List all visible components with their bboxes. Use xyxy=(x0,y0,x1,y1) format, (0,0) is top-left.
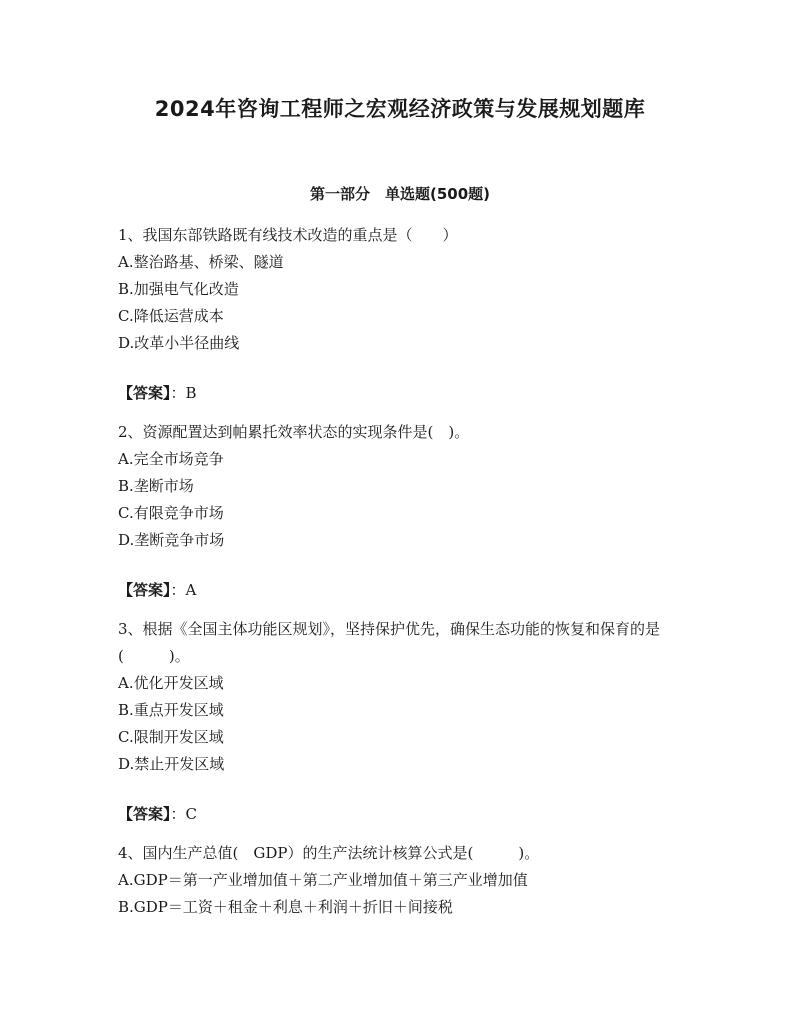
option-c: C.限制开发区域 xyxy=(118,728,224,746)
question-2 xyxy=(118,419,688,604)
question-4 xyxy=(118,840,688,921)
answer-line xyxy=(118,801,688,828)
option-a: A.优化开发区域 xyxy=(118,674,224,692)
section-title: 第一部分 单选题(500题) xyxy=(309,185,491,203)
question-list xyxy=(118,222,688,921)
answer-line xyxy=(118,380,688,407)
option-b: B.垄断市场 xyxy=(118,477,194,495)
option-b: B.重点开发区域 xyxy=(118,701,224,719)
option-b: B.加强电气化改造 xyxy=(118,280,239,298)
option-b: B.GDP＝工资＋租金＋利息＋利润＋折旧＋间接税 xyxy=(118,898,453,916)
answer-label: 【答案】 xyxy=(118,805,171,823)
option-d: D.垄断竞争市场 xyxy=(118,531,225,549)
option-c: C.降低运营成本 xyxy=(118,307,224,325)
question-stem: 3、根据《全国主体功能区规划》，坚持保护优先，确保生态功能的恢复和保育的是( )。 xyxy=(118,620,661,665)
question-1 xyxy=(118,222,688,407)
answer-label: 【答案】 xyxy=(118,581,171,599)
answer-value: ：C xyxy=(170,805,197,823)
answer-label: 【答案】 xyxy=(118,384,171,402)
question-3 xyxy=(118,616,688,828)
option-a: A.完全市场竞争 xyxy=(118,450,224,468)
option-d: D.禁止开发区域 xyxy=(118,755,225,773)
question-stem: 2、资源配置达到帕累托效率状态的实现条件是( )。 xyxy=(118,423,470,441)
document-title: 2024年咨询工程师之宏观经济政策与发展规划题库 xyxy=(154,97,646,121)
answer-value: ：A xyxy=(170,581,197,599)
question-stem: 4、国内生产总值( GDP）的生产法统计核算公式是( )。 xyxy=(118,844,540,862)
question-stem: 1、我国东部铁路既有线技术改造的重点是（ ） xyxy=(118,226,458,244)
option-c: C.有限竞争市场 xyxy=(118,504,224,522)
answer-line xyxy=(118,577,688,604)
option-a: A.GDP＝第一产业增加值＋第二产业增加值＋第三产业增加值 xyxy=(118,871,528,889)
option-d: D.改革小半径曲线 xyxy=(118,334,240,352)
answer-value: ：B xyxy=(170,384,197,402)
option-a: A.整治路基、桥梁、隧道 xyxy=(118,253,284,271)
